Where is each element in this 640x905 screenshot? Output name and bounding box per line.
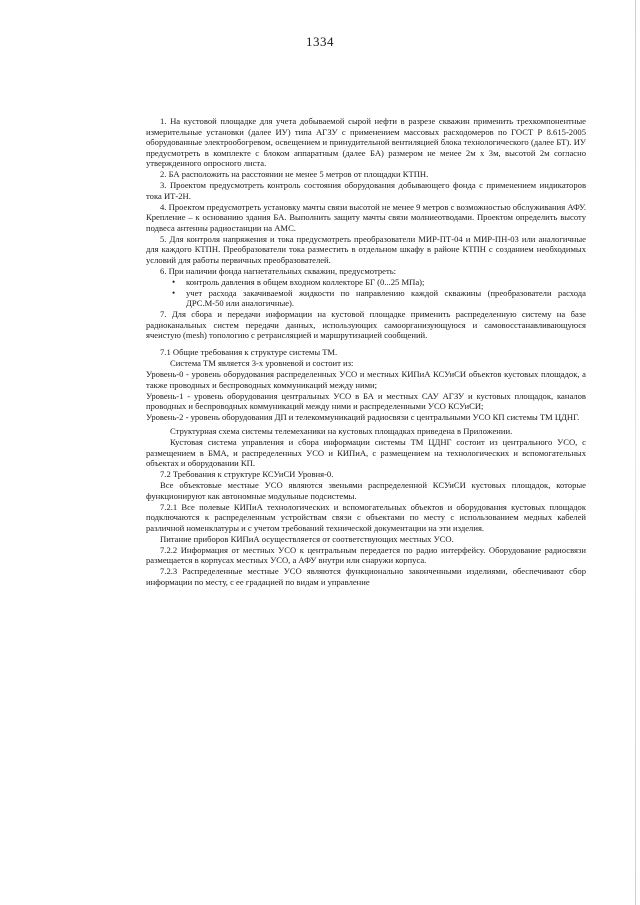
bullet-list (146, 277, 586, 309)
scan-edge (635, 0, 636, 905)
level-0-text: Уровень-0 - уровень оборудования распределенных УСО и местных КИПиА КСУиСИ объектов кустовых площадок, а также проводных и беспроводных коммуникаций между ними; (146, 369, 586, 390)
bullet-item: • контроль давления в общем входном коллекторе БГ (0...25 МПа); (172, 277, 586, 288)
power-supply-text: Питание приборов КИПиА осуществляется от соответствующих местных УСО. (160, 533, 454, 544)
paragraph-7: 7. Для сбора и передачи информации на кустовой площадке применить распределенную систему на базе радиоканальных систем передачи данных, использующих самоорганизующуюся и самовосстанавливающуюся ячеистую (mesh) топологию с ретрансляцией и маршрутизацией сообщений. (146, 309, 586, 340)
paragraph-5: 5. Для контроля напряжения и тока предусмотреть преобразователи МИР-ПТ-04 и МИР-ПН-03 или аналогичные для каждого КТПН. Преобразователи тока разместить в отдельном шкафу в районе КТПН с созданием необходимых условий для работы первичных преобразователей. (146, 233, 586, 265)
section-7-2-text: Все объектовые местные УСО являются звеньями распределенной КСУиСИ кустовых площадок, которые функционируют как автономные модульные подсистемы. (146, 480, 586, 501)
structural-scheme-text: Структурная схема системы телемеханики на кустовых площадках приведена в Приложении. (170, 426, 513, 436)
section-7-2-3-text: 7.2.3 Распределенные местные УСО являются функционально законченными изделиями, обеспечивают сбор информации по месту, с ее градацией по видам и управление (146, 566, 586, 587)
paragraph-2: 2. БА расположить на расстоянии не менее 5 метров от площадки КТПН. (160, 169, 429, 179)
page-number: 1334 (306, 34, 334, 49)
paragraph-6: 6. При наличии фонда нагнетательных скважин, предусмотреть: (160, 265, 397, 276)
paragraph-1: 1. На кустовой площадке для учета добываемой сырой нефти в разрезе скважин применить трехкомпонентные измерительные установки (далее ИУ) типа АГЗУ с применением массовых расходомеров по ГОСТ Р 8.615-2005 оборудованные электрообогревом, освещением и принудительной вентиляцией блока технологического (далее БТ). ИУ предусмотреть в комплекте с блоком аппаратным (далее БА) размером не менее 2м х 3м, высотой 2м согласно утвержденного опросного листа. (146, 116, 586, 168)
section-7-2-heading: 7.2 Требования к структуре КСУиСИ Уровня-0. (160, 469, 334, 479)
cluster-system-text: Кустовая система управления и сбора информации системы ТМ ЦДНГ состоит из центрального УСО, с размещением в БМА, и распределенных УСО и КИПиА, с размещением на технологических и вспомогательных объектах и оборудовании КП. (146, 437, 586, 468)
section-7-2-2-text: 7.2.2 Информация от местных УСО к центральным передается по радио интерфейсу. Оборудование радиосвязи размещается в корпусах местных УСО, а АФУ внутри или снаружи корпуса. (146, 544, 586, 565)
level-2-text: Уровень-2 - уровень оборудования ДП и телекоммуникаций радиосвязи с центральными УСО КП системы ТМ ЦДНГ. (146, 412, 580, 422)
bullet-item: • учет расхода закачиваемой жидкости по направлению каждой скважины (преобразователи расхода ДРС.М-50 или аналогичные). (172, 288, 586, 309)
section-7-1-heading: 7.1 Общие требования к структуре системы ТМ. (160, 347, 338, 357)
paragraph-4: 4. Проектом предусмотреть установку мачты связи высотой не менее 9 метров с возможностью обслуживания АФУ. Крепление – к основанию здания БА. Выполнить защиту мачты связи молниеотводами. Проектом определить высоту подвеса антенны радиостанции на АМС. (146, 201, 586, 233)
section-7-2-1-text: 7.2.1 Все полевые КИПиА технологических и вспомогательных объектов и оборудования кустовых площадок подключаются к распределенным устройствам связи с объектами по месту с использованием медных кабелей различной номенклатуры и с учетом требований технической документации на эти изделия. (146, 501, 586, 533)
document-body (146, 116, 586, 588)
level-1-text: Уровень-1 - уровень оборудования центральных УСО в БА и местных САУ АГЗУ и кустовых площадок, каналов проводных и беспроводных коммуникаций между ними и распределенными УСО КСУиСИ; (146, 390, 586, 411)
paragraph-3: 3. Проектом предусмотреть контроль состояния оборудования добывающего фонда с применением индикаторов тока ИТ-2Н. (146, 180, 586, 201)
section-7-1-intro: Система ТМ является 3-х уровневой и состоит из: (170, 358, 354, 368)
